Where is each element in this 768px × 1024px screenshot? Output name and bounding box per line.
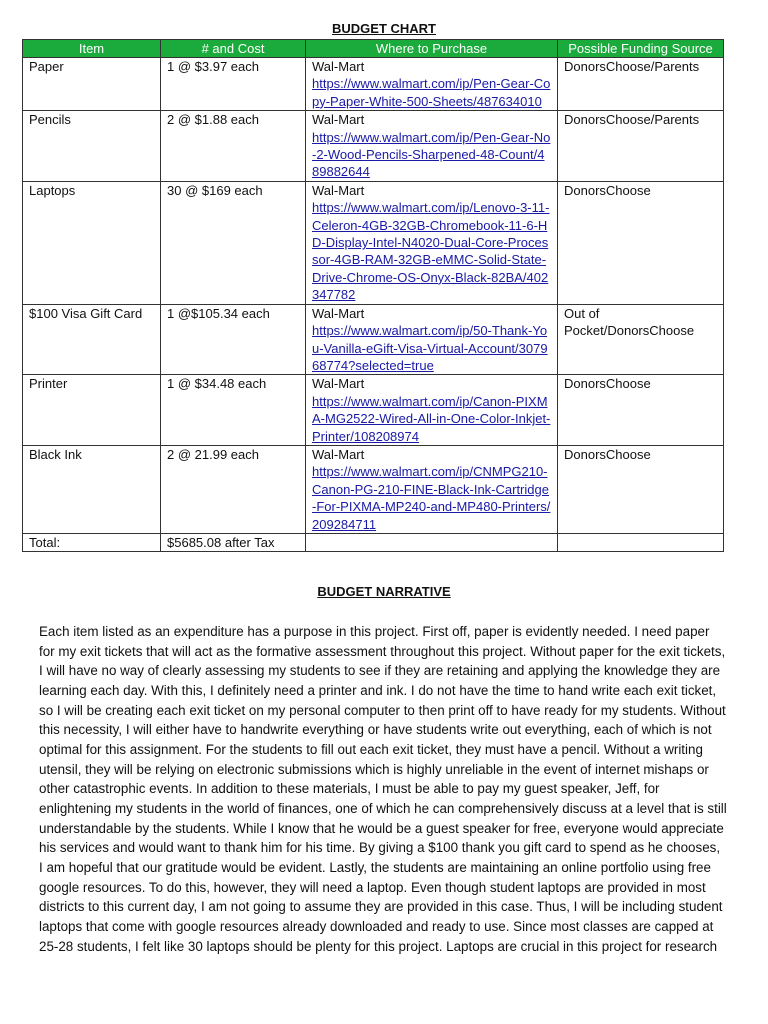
budget-chart-title: BUDGET CHART bbox=[332, 21, 436, 36]
total-row bbox=[23, 533, 724, 551]
purchase-cell bbox=[306, 445, 558, 533]
item-cell: Pencils bbox=[23, 111, 161, 182]
product-link[interactable]: https://www.walmart.com/ip/Pen-Gear-No-2-Wood-Pencils-Sharpened-48-Count/489882644 bbox=[312, 129, 551, 180]
store-name: Wal-Mart bbox=[312, 112, 365, 128]
store-name: Wal-Mart bbox=[312, 376, 365, 392]
narrative-body bbox=[39, 622, 727, 956]
budget-table bbox=[22, 39, 724, 552]
empty-cell bbox=[558, 533, 724, 551]
budget-narrative-title: BUDGET NARRATIVE bbox=[317, 584, 451, 599]
store-name: Wal-Mart bbox=[312, 305, 365, 321]
header-number-and-cost: # and Cost bbox=[161, 40, 306, 58]
cost-cell: 1 @ $34.48 each bbox=[161, 375, 306, 446]
total-value: $5685.08 after Tax bbox=[161, 533, 306, 551]
cost-cell: 1 @ $3.97 each bbox=[161, 58, 306, 111]
table-row bbox=[23, 304, 724, 375]
empty-cell bbox=[306, 533, 558, 551]
store-name: Wal-Mart bbox=[312, 446, 365, 462]
product-link[interactable]: https://www.walmart.com/ip/50-Thank-You-Vanilla-eGift-Visa-Virtual-Account/307968774?selected=true bbox=[312, 323, 548, 373]
header-funding-source: Possible Funding Source bbox=[558, 40, 724, 58]
cost-cell: 30 @ $169 each bbox=[161, 181, 306, 304]
purchase-cell bbox=[306, 111, 558, 182]
store-name: Wal-Mart bbox=[312, 59, 365, 74]
table-header-row bbox=[23, 40, 724, 58]
table-row bbox=[23, 375, 724, 446]
funding-cell: DonorsChoose bbox=[558, 181, 724, 304]
item-cell: $100 Visa Gift Card bbox=[23, 304, 161, 375]
cost-cell: 2 @ $1.88 each bbox=[161, 111, 306, 182]
purchase-cell bbox=[306, 375, 558, 446]
product-link[interactable]: https://www.walmart.com/ip/Lenovo-3-11-Celeron-4GB-32GB-Chromebook-11-6-HD-Display-Intel-N4020-Dual-Core-Processor-4GB-RAM-32GB-eMMC-Solid-State-Drive-Chrome-OS-Onyx-Black-82BA/402347782 bbox=[312, 200, 550, 303]
item-cell: Printer bbox=[23, 375, 161, 446]
funding-cell: DonorsChoose bbox=[558, 445, 724, 533]
store-name: Wal-Mart bbox=[312, 182, 365, 198]
total-label: Total: bbox=[23, 533, 161, 551]
item-cell: Black Ink bbox=[23, 445, 161, 533]
funding-cell: Out of Pocket/DonorsChoose bbox=[558, 304, 724, 375]
item-cell: Paper bbox=[23, 58, 161, 111]
funding-cell: DonorsChoose/Parents bbox=[558, 111, 724, 182]
product-link[interactable]: https://www.walmart.com/ip/CNMPG210-Canon-PG-210-FINE-Black-Ink-Cartridge-For-PIXMA-MP240-and-MP480-Printers/209284711 bbox=[312, 464, 551, 532]
cost-cell: 1 @$105.34 each bbox=[161, 304, 306, 375]
table-row bbox=[23, 445, 724, 533]
table-row bbox=[23, 58, 724, 111]
purchase-cell bbox=[306, 304, 558, 375]
funding-cell: DonorsChoose/Parents bbox=[558, 58, 724, 111]
header-where-to-purchase: Where to Purchase bbox=[306, 40, 558, 58]
table-row bbox=[23, 111, 724, 182]
funding-cell: DonorsChoose bbox=[558, 375, 724, 446]
product-link[interactable]: https://www.walmart.com/ip/Pen-Gear-Copy-Paper-White-500-Sheets/487634010 bbox=[312, 76, 551, 109]
product-link[interactable]: https://www.walmart.com/ip/Canon-PIXMA-MG2522-Wired-All-in-One-Color-Inkjet-Printer/108208974 bbox=[312, 393, 551, 444]
header-item: Item bbox=[23, 40, 161, 58]
item-cell: Laptops bbox=[23, 181, 161, 304]
purchase-cell bbox=[306, 58, 558, 111]
narrative-paragraph: Each item listed as an expenditure has a purpose in this project. First off, paper is evidently needed. I need paper for my exit tickets that will act as the formative assessment throughout this project. Without paper for the exit tickets, I will have no way of clearly assessing my students to see if they are retaining and applying the knowledge they are learning each day. With this, I definitely need a printer and ink. I do not have the time to hand write each exit ticket, so I will be creating each exit ticket on my personal computer to then print off to have ready for my students. Without this necessity, I will either have to handwrite everything or have students write out everything, each of which is not optimal for this assignment. For the students to fill out each exit ticket, they must have a pencil. Without a writing utensil, they will be relying on electronic submissions which is highly unreliable in the event of internet mishaps or other catastrophic events. In addition to these materials, I must be able to pay my guest speaker, Jeff, for enlightening my students in the world of finances, one of which he can comprehensively discuss at a level that is still understandable by the students. While I know that he would be a guest speaker for free, everyone would appreciate his services and would want to thank him for his time. By giving a $100 thank you gift card to spend as he chooses, I am hopeful that our gratitude would be evident. Lastly, the students are maintaining an online portfolio using free google resources. To do this, however, they will need a laptop. Even though student laptops are provided in most districts to this current day, I am not going to assume they are provided in this case. Thus, I will be including student laptops that come with google resources already downloaded and ready to use. Since most classes are capped at 25-28 students, I felt like 30 laptops should be plenty for this project. Laptops are crucial in this project for research bbox=[39, 624, 727, 954]
cost-cell: 2 @ 21.99 each bbox=[161, 445, 306, 533]
table-row bbox=[23, 181, 724, 304]
purchase-cell bbox=[306, 181, 558, 304]
